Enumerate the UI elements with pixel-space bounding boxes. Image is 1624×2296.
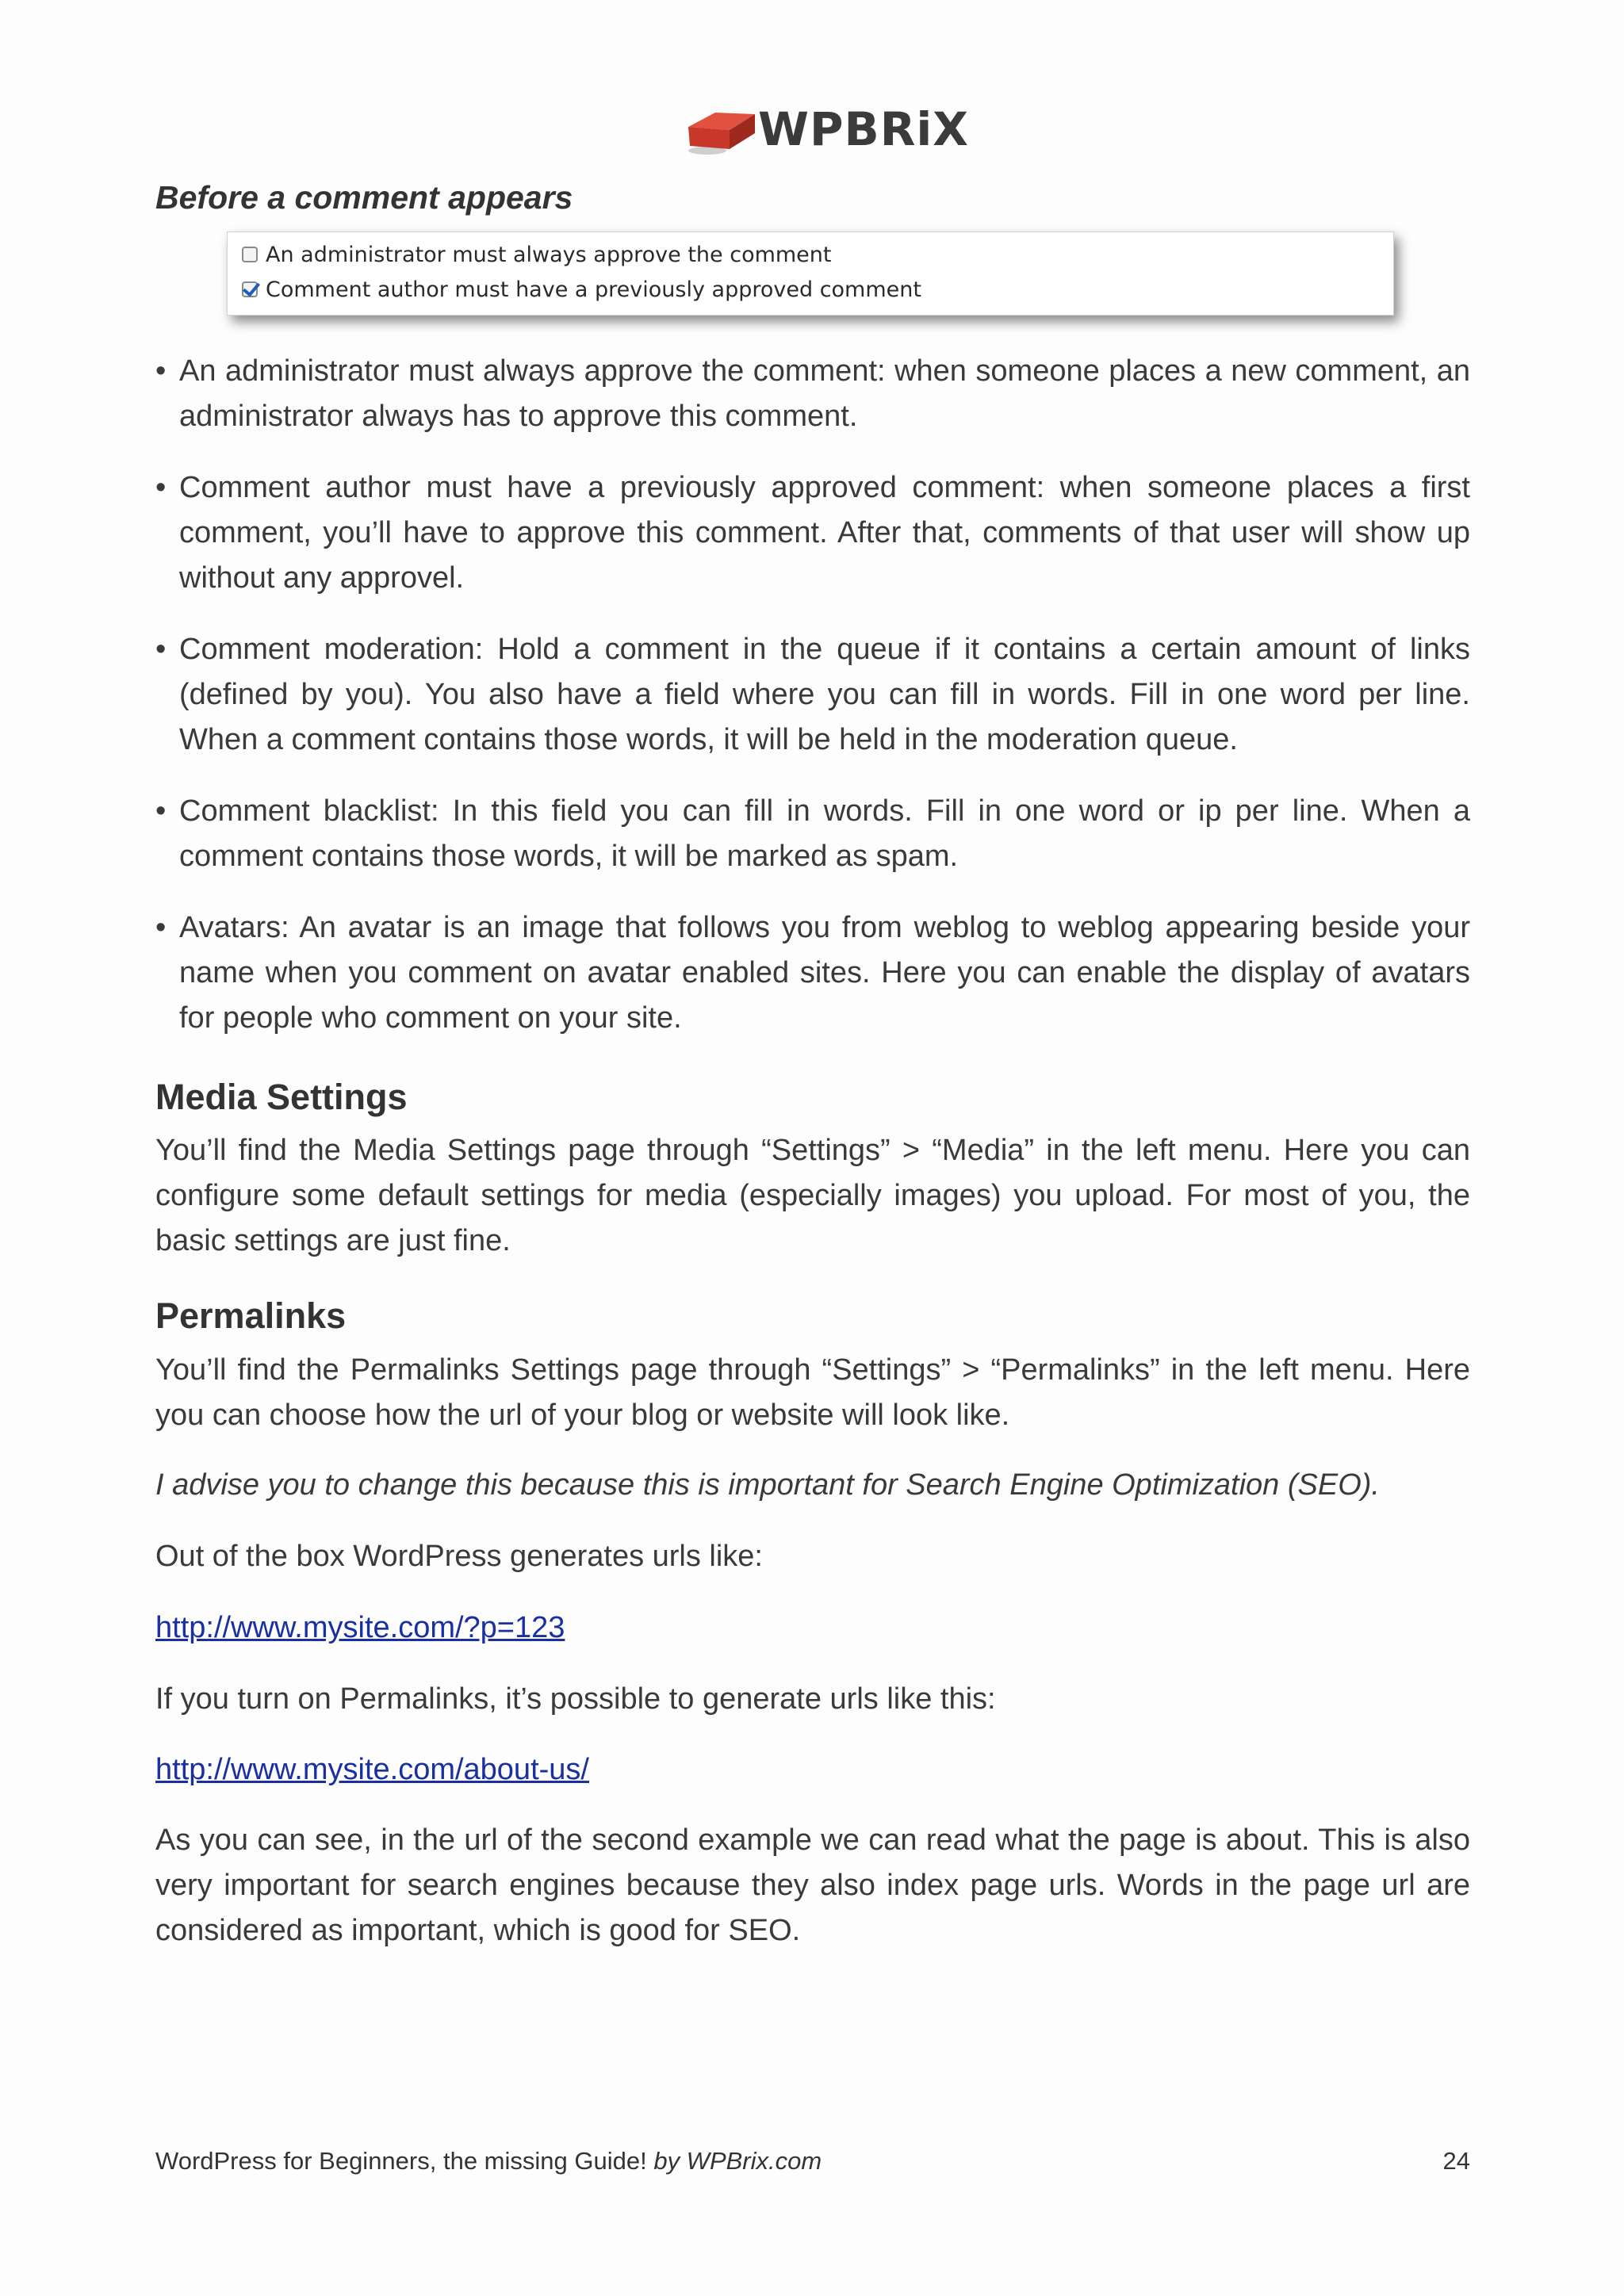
default-url-intro: Out of the box WordPress generates urls like:: [155, 1540, 763, 1573]
list-item: • Comment author must have a previously approved comment: when someone places a first comment, you’ll have to approve this comment. After that, comments of that user will show up without any approvel.: [155, 465, 1470, 601]
option-admin-approve: [242, 239, 832, 270]
pretty-url-link[interactable]: http://www.mysite.com/about-us/: [155, 1753, 589, 1786]
page-number: 24: [1442, 2147, 1470, 2175]
default-url-link[interactable]: http://www.mysite.com/?p=123: [155, 1611, 565, 1644]
media-settings-text: You’ll find the Media Settings page through “Settings” > “Media” in the left menu. Here you can configure some default settings for media (especially images) you upload. For most of you, the basic settings are just fine.: [155, 1134, 1470, 1257]
permalinks-conclusion: As you can see, in the url of the second example we can read what the page is about. This is also very important for search engines because they also index page urls. Words in the page url are considered as important, which is good for SEO.: [155, 1823, 1470, 1947]
permalinks-intro: You’ll find the Permalinks Settings page through “Settings” > “Permalinks” in the left menu. Here you can choose how the url of your blog or website will look like.: [155, 1353, 1470, 1432]
comment-options-list: [155, 349, 1470, 1067]
brick-icon: [684, 98, 760, 162]
wpbrix-logo: [684, 98, 969, 162]
permalinks-advice: I advise you to change this because this is important for Search Engine Optimization (SEO).: [155, 1468, 1380, 1502]
section-label: Before a comment appears: [155, 179, 573, 216]
pretty-url-intro: If you turn on Permalinks, it’s possible to generate urls like this:: [155, 1682, 996, 1716]
list-item: • Comment moderation: Hold a comment in the queue if it contains a certain amount of links (defined by you). You also have a field where you can fill in words. Fill in one word per line. When a comment contains those words, it will be held in the moderation queue.: [155, 627, 1470, 763]
footer-by: by WPBrix.com: [653, 2147, 822, 2175]
default-url-line: [155, 1605, 1470, 1651]
comment-settings-screenshot: [227, 232, 1394, 316]
pretty-url-line: [155, 1747, 1470, 1793]
option-label: An administrator must always approve the comment: [266, 242, 832, 267]
footer-title: WordPress for Beginners, the missing Guide!: [155, 2147, 647, 2175]
permalinks-heading: Permalinks: [155, 1295, 347, 1336]
list-item: • An administrator must always approve the comment: when someone places a new comment, an administrator always has to approve this comment.: [155, 349, 1470, 439]
checkbox-checked[interactable]: [242, 281, 258, 297]
logo-wordmark: WPBRiX: [758, 102, 969, 156]
option-previously-approved: [242, 274, 921, 305]
page-footer: [155, 2147, 1470, 2175]
media-settings-heading: Media Settings: [155, 1077, 408, 1117]
option-label: Comment author must have a previously approved comment: [266, 277, 921, 302]
checkbox-unchecked[interactable]: [242, 247, 258, 262]
list-item: • Comment blacklist: In this field you can fill in words. Fill in one word or ip per line. When a comment contains those words, it will be marked as spam.: [155, 789, 1470, 879]
list-item: • Avatars: An avatar is an image that follows you from weblog to weblog appearing beside your name when you comment on avatar enabled sites. Here you can enable the display of avatars for people who comment on your site.: [155, 905, 1470, 1041]
